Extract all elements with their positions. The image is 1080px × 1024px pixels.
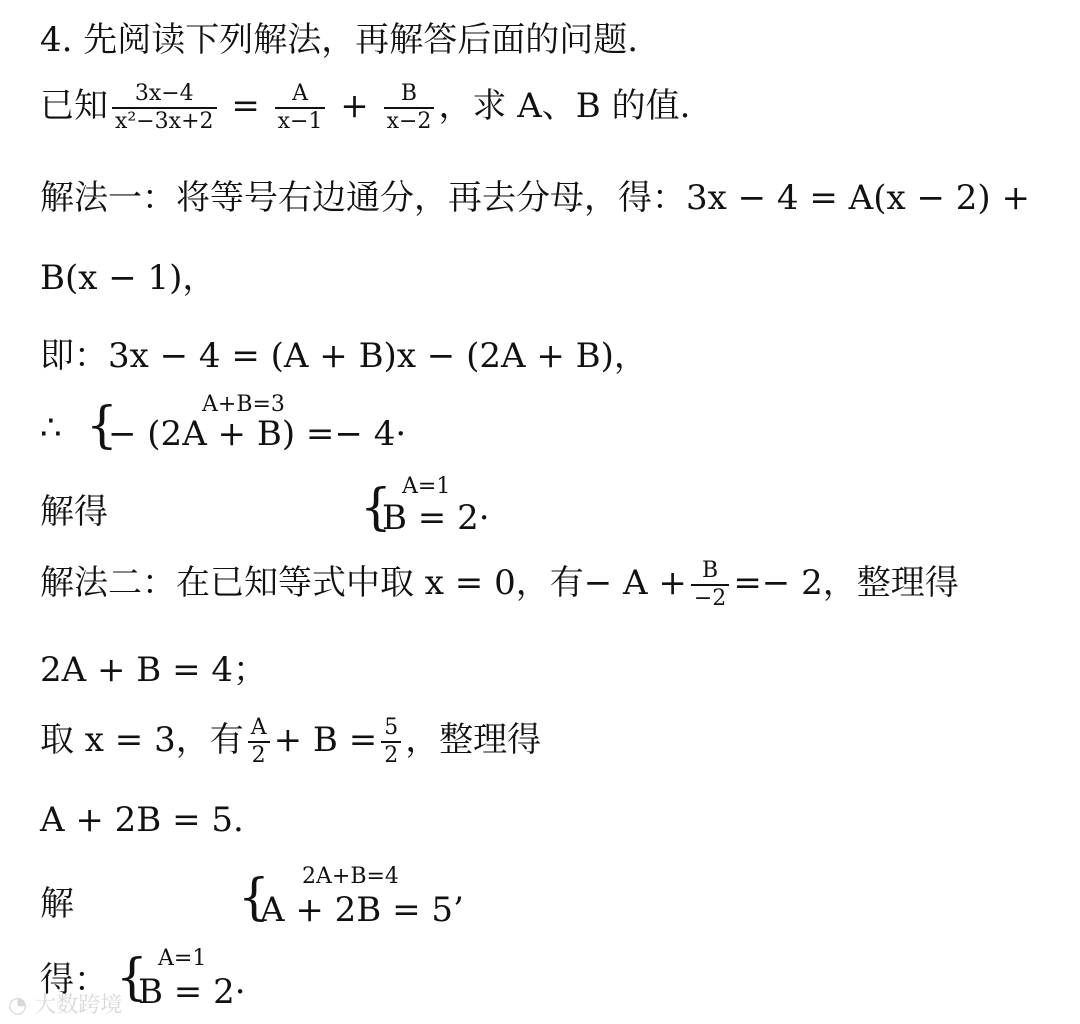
method2-solve-label: 解 xyxy=(40,884,74,924)
solution-b: B = 2· xyxy=(382,498,490,538)
fraction-1-denominator: x²−3x+2 xyxy=(115,109,214,134)
method1-solution xyxy=(360,474,560,544)
result-b: B = 2· xyxy=(138,972,246,1012)
method2-fraction-a-denominator: 2 xyxy=(251,743,266,768)
plus-sign: + xyxy=(340,86,369,126)
system-brace: { xyxy=(86,396,118,454)
method2-system xyxy=(238,864,538,936)
method2-result-label: 得： xyxy=(40,960,108,1000)
method2-system-equation-1: 2A+B=4 xyxy=(302,864,399,889)
method2-system-brace: { xyxy=(238,868,270,926)
fraction-3 xyxy=(384,81,435,135)
system-equation-1: A+B=3 xyxy=(202,392,285,417)
method2-line3-mid: + B = xyxy=(273,720,378,760)
given-prefix: 已知 xyxy=(40,86,108,126)
method2-fraction-denominator: −2 xyxy=(693,586,727,611)
fraction-3-denominator: x−2 xyxy=(386,109,432,134)
method1-line1: 解法一：将等号右边通分，再去分母，得：3x − 4 = A(x − 2) + xyxy=(40,178,1030,218)
method2-line2: 2A + B = 4； xyxy=(40,650,268,690)
method2-fraction xyxy=(691,558,729,612)
watermark xyxy=(8,988,122,1019)
method2-fraction-b-denominator: 2 xyxy=(384,743,399,768)
method2-fraction-a xyxy=(248,715,270,769)
method2-line3-prefix: 取 x = 3，有 xyxy=(40,720,244,760)
watermark-text: 大数跨境 xyxy=(34,993,123,1018)
fraction-1 xyxy=(112,81,217,135)
method2-line1-prefix: 解法二：在已知等式中取 x = 0，有− A + xyxy=(40,563,687,603)
method1-line3: 即：3x − 4 = (A + B)x − (2A + B)， xyxy=(40,336,648,376)
solution-brace: { xyxy=(360,478,392,536)
method2-line4: A + 2B = 5. xyxy=(40,800,244,840)
method2-system-equation-2: A + 2B = 5’ xyxy=(260,890,464,930)
solution-a: A=1 xyxy=(402,474,451,499)
given-suffix: ，求 A、B 的值. xyxy=(438,86,691,126)
result-brace: { xyxy=(116,948,148,1006)
watermark-logo-icon: ◔ xyxy=(8,993,28,1018)
method2-fraction-b xyxy=(381,715,401,769)
method2-result xyxy=(116,946,276,1016)
fraction-1-numerator: 3x−4 xyxy=(112,81,217,109)
system-equation-2: − (2A + B) =− 4· xyxy=(108,414,407,454)
method1-line2: B(x − 1)， xyxy=(40,258,217,298)
method2-fraction-numerator: B xyxy=(691,558,729,586)
therefore-symbol: ∴ xyxy=(40,408,62,448)
fraction-3-numerator: B xyxy=(384,81,435,109)
equals-sign: = xyxy=(231,86,260,126)
result-a: A=1 xyxy=(158,946,207,971)
method2-line3 xyxy=(40,712,541,769)
method1-system xyxy=(40,392,460,462)
method1-solve-label: 解得 xyxy=(40,492,108,532)
given-equation xyxy=(40,78,690,135)
method2-line3-suffix: ，整理得 xyxy=(405,720,542,760)
method2-fraction-b-numerator: 5 xyxy=(381,715,401,743)
method2-fraction-a-numerator: A xyxy=(248,715,270,743)
fraction-2-numerator: A xyxy=(275,81,326,109)
fraction-2 xyxy=(275,81,326,135)
method2-line1 xyxy=(40,555,959,612)
problem-title: 4. 先阅读下列解法，再解答后面的问题. xyxy=(40,20,639,60)
fraction-2-denominator: x−1 xyxy=(277,109,323,134)
method2-line1-suffix: =− 2，整理得 xyxy=(733,563,959,603)
